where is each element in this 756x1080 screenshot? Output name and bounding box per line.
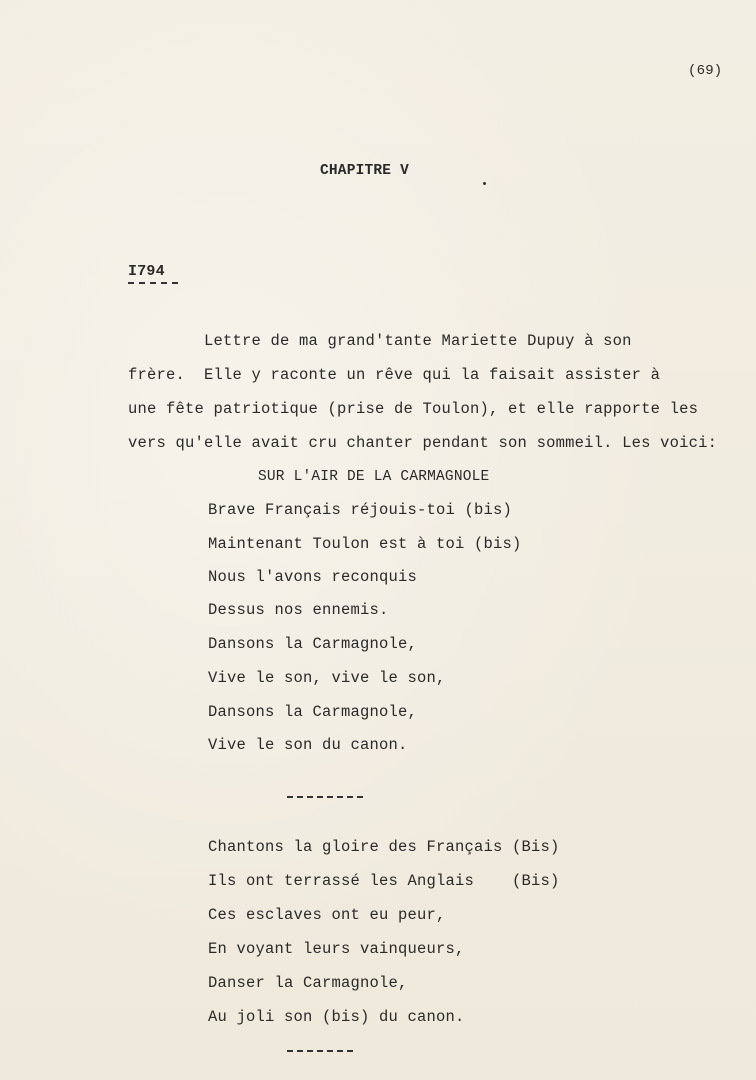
verse-line: Ils ont terrassé les Anglais (Bis) [208,872,560,890]
intro-line-3: une fête patriotique (prise de Toulon), et elle rapporte les [128,400,699,418]
stanza-separator [287,796,363,798]
verse-line: Maintenant Toulon est à toi (bis) [208,535,522,553]
year-heading: I794 [128,263,165,280]
intro-line-4: vers qu'elle avait cru chanter pendant son sommeil. Les voici: [128,434,718,452]
verse-line: En voyant leurs vainqueurs, [208,940,465,958]
verse-line: Dansons la Carmagnole, [208,703,418,721]
verse-line: Chantons la gloire des Français (Bis) [208,838,560,856]
chapter-title: CHAPITRE V [320,163,410,179]
intro-line-2: frère. Elle y raconte un rêve qui la faisait assister à [128,366,661,384]
song-air-title: SUR L'AIR DE LA CARMAGNOLE [258,469,490,485]
year-underline [128,282,178,284]
verse-line: Dessus nos ennemis. [208,601,389,619]
verse-line: Danser la Carmagnole, [208,974,408,992]
stanza-separator [287,1050,353,1052]
verse-line: Vive le son, vive le son, [208,669,446,687]
verse-line: Ces esclaves ont eu peur, [208,906,446,924]
page-number: (69) [688,63,723,79]
verse-line: Au joli son (bis) du canon. [208,1008,465,1026]
verse-line: Brave Français réjouis-toi (bis) [208,501,513,519]
verse-line: Vive le son du canon. [208,736,408,754]
intro-line-1: Lettre de ma grand'tante Mariette Dupuy à son [128,332,632,350]
ink-dot [483,182,486,185]
verse-line: Dansons la Carmagnole, [208,635,418,653]
verse-line: Nous l'avons reconquis [208,568,418,586]
